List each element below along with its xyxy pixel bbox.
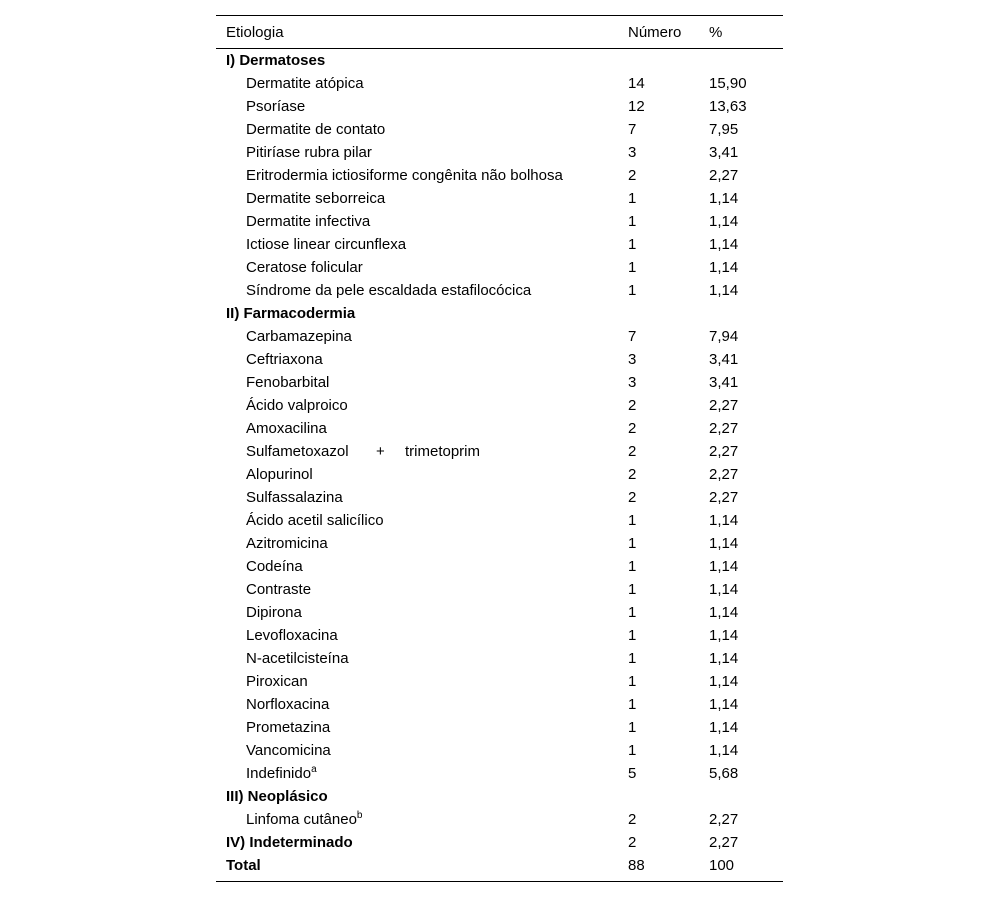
- group-heading-row: [216, 832, 783, 855]
- row-label: Fenobarbital: [246, 374, 330, 391]
- row-percent: 2,27: [709, 466, 739, 483]
- row-number: 7: [628, 121, 637, 138]
- row-label: Dipirona: [246, 604, 302, 621]
- row-number: 1: [628, 742, 637, 759]
- row-label: Codeína: [246, 558, 303, 575]
- group-heading-row: [216, 303, 783, 326]
- row-number: 1: [628, 282, 637, 299]
- row-percent: 1,14: [709, 650, 739, 667]
- row-percent: 1,14: [709, 512, 739, 529]
- table-row: [216, 625, 783, 648]
- group-heading: I) Dermatoses: [226, 52, 326, 69]
- table-row: [216, 464, 783, 487]
- row-number: 1: [628, 627, 637, 644]
- table-row: [216, 349, 783, 372]
- row-label: Levofloxacina: [246, 627, 338, 644]
- row-percent: 1,14: [709, 696, 739, 713]
- row-number: 1: [628, 236, 637, 253]
- row-label-with-footnote: [246, 811, 362, 829]
- table-row: [216, 188, 783, 211]
- row-label: Psoríase: [246, 98, 306, 115]
- table-row: [216, 372, 783, 395]
- row-number: 1: [628, 213, 637, 230]
- header-number: Número: [628, 24, 682, 41]
- row-label: Pitiríase rubra pilar: [246, 144, 372, 161]
- group-heading-row: [216, 786, 783, 809]
- etiology-table: [216, 15, 783, 882]
- row-percent: 2,27: [709, 489, 739, 506]
- footnote-marker: a: [311, 764, 317, 775]
- row-label: Indefinido: [246, 765, 312, 782]
- row-percent: 2,27: [709, 420, 739, 437]
- total-label: Total: [226, 857, 261, 874]
- row-number: 1: [628, 512, 637, 529]
- row-number: 2: [628, 489, 637, 506]
- row-percent: 1,14: [709, 282, 739, 299]
- row-percent: 2,27: [709, 443, 739, 460]
- row-label: Vancomicina: [246, 742, 331, 759]
- table-row: [216, 441, 783, 464]
- group-heading-row: [216, 50, 783, 73]
- row-label: Carbamazepina: [246, 328, 352, 345]
- table-row: [216, 556, 783, 579]
- row-label: Amoxacilina: [246, 420, 327, 437]
- table-row: [216, 326, 783, 349]
- row-percent: 1,14: [709, 535, 739, 552]
- row-percent: 1,14: [709, 581, 739, 598]
- row-label: Ictiose linear circunflexa: [246, 236, 407, 253]
- table-row: [216, 648, 783, 671]
- table-row: [216, 533, 783, 556]
- row-percent: 1,14: [709, 213, 739, 230]
- row-label: Piroxican: [246, 673, 308, 690]
- row-label: Dermatite atópica: [246, 75, 364, 92]
- row-number: 2: [628, 834, 637, 851]
- row-number: 14: [628, 75, 645, 92]
- row-number: 2: [628, 397, 637, 414]
- total-percent: 100: [709, 857, 735, 874]
- row-number: 3: [628, 144, 637, 161]
- row-label: Ceftriaxona: [246, 351, 323, 368]
- row-label: Norfloxacina: [246, 696, 330, 713]
- table-row: [216, 257, 783, 280]
- table-row: [216, 694, 783, 717]
- row-label: N-acetilcisteína: [246, 650, 349, 667]
- table-row: [216, 602, 783, 625]
- row-number: 2: [628, 811, 637, 828]
- row-number: 1: [628, 259, 637, 276]
- table-row: [216, 671, 783, 694]
- row-percent: 1,14: [709, 742, 739, 759]
- table-row: [216, 211, 783, 234]
- table-row: [216, 119, 783, 142]
- row-label: Sulfassalazina: [246, 489, 343, 506]
- table-row: [216, 510, 783, 533]
- table-row: [216, 809, 783, 832]
- row-percent: 2,27: [709, 834, 739, 851]
- table-row: [216, 280, 783, 303]
- table-row: [216, 96, 783, 119]
- row-number: 2: [628, 443, 637, 460]
- row-percent: 1,14: [709, 719, 739, 736]
- row-percent: 1,14: [709, 236, 739, 253]
- row-percent: 2,27: [709, 397, 739, 414]
- row-label-combo: [246, 443, 349, 461]
- table-row: [216, 763, 783, 786]
- row-number: 3: [628, 374, 637, 391]
- table-row: [216, 142, 783, 165]
- table-row: [216, 487, 783, 510]
- row-label-with-footnote: [246, 765, 317, 783]
- row-label: Dermatite seborreica: [246, 190, 386, 207]
- total-row: [216, 855, 783, 881]
- table-row: [216, 717, 783, 740]
- row-number: 1: [628, 581, 637, 598]
- table-header-row: [216, 16, 783, 49]
- row-number: 1: [628, 696, 637, 713]
- group-heading: III) Neoplásico: [226, 788, 328, 805]
- footnote-marker: b: [356, 810, 363, 821]
- row-label: Síndrome da pele escaldada estafilocócica: [246, 282, 532, 299]
- row-number: 1: [628, 604, 637, 621]
- row-percent: 1,14: [709, 259, 739, 276]
- row-label: Eritrodermia ictiosiforme congênita não bolhosa: [246, 167, 563, 184]
- row-label-plus: +: [376, 443, 385, 460]
- row-percent: 1,14: [709, 604, 739, 621]
- row-percent: 7,95: [709, 121, 739, 138]
- row-label: Ácido valproico: [246, 397, 348, 414]
- row-label-part2: trimetoprim: [405, 443, 481, 460]
- row-label: Ceratose folicular: [246, 259, 363, 276]
- row-percent: 13,63: [709, 98, 747, 115]
- header-etiology: Etiologia: [226, 24, 284, 41]
- header-percent: %: [709, 24, 723, 41]
- row-percent: 1,14: [709, 558, 739, 575]
- row-percent: 3,41: [709, 144, 739, 161]
- row-percent: 2,27: [709, 167, 739, 184]
- row-label: Azitromicina: [246, 535, 328, 552]
- row-number: 5: [628, 765, 637, 782]
- table-row: [216, 579, 783, 602]
- row-label: Contraste: [246, 581, 312, 598]
- row-label: Dermatite de contato: [246, 121, 386, 138]
- row-number: 1: [628, 535, 637, 552]
- table-row: [216, 395, 783, 418]
- row-number: 7: [628, 328, 637, 345]
- row-label: Prometazina: [246, 719, 331, 736]
- table-row: [216, 740, 783, 763]
- row-label-part1: Sulfametoxazol: [246, 443, 349, 460]
- row-number: 1: [628, 190, 637, 207]
- row-label: Dermatite infectiva: [246, 213, 371, 230]
- row-number: 2: [628, 420, 637, 437]
- row-percent: 15,90: [709, 75, 747, 92]
- row-label: Linfoma cutâneo: [246, 811, 357, 828]
- row-number: 3: [628, 351, 637, 368]
- row-percent: 7,94: [709, 328, 739, 345]
- row-number: 1: [628, 719, 637, 736]
- row-number: 1: [628, 558, 637, 575]
- table-row: [216, 418, 783, 441]
- row-label: Ácido acetil salicílico: [246, 512, 384, 529]
- table-row: [216, 165, 783, 188]
- group-heading: IV) Indeterminado: [226, 834, 353, 851]
- row-percent: 3,41: [709, 351, 739, 368]
- table-row: [216, 234, 783, 257]
- row-percent: 1,14: [709, 627, 739, 644]
- row-number: 1: [628, 650, 637, 667]
- row-percent: 3,41: [709, 374, 739, 391]
- row-number: 1: [628, 673, 637, 690]
- row-percent: 2,27: [709, 811, 739, 828]
- table-row: [216, 73, 783, 96]
- row-percent: 1,14: [709, 190, 739, 207]
- total-number: 88: [628, 857, 645, 874]
- row-percent: 5,68: [709, 765, 739, 782]
- row-label: Alopurinol: [246, 466, 313, 483]
- row-number: 12: [628, 98, 645, 115]
- row-number: 2: [628, 466, 637, 483]
- group-heading: II) Farmacodermia: [226, 305, 356, 322]
- row-number: 2: [628, 167, 637, 184]
- row-percent: 1,14: [709, 673, 739, 690]
